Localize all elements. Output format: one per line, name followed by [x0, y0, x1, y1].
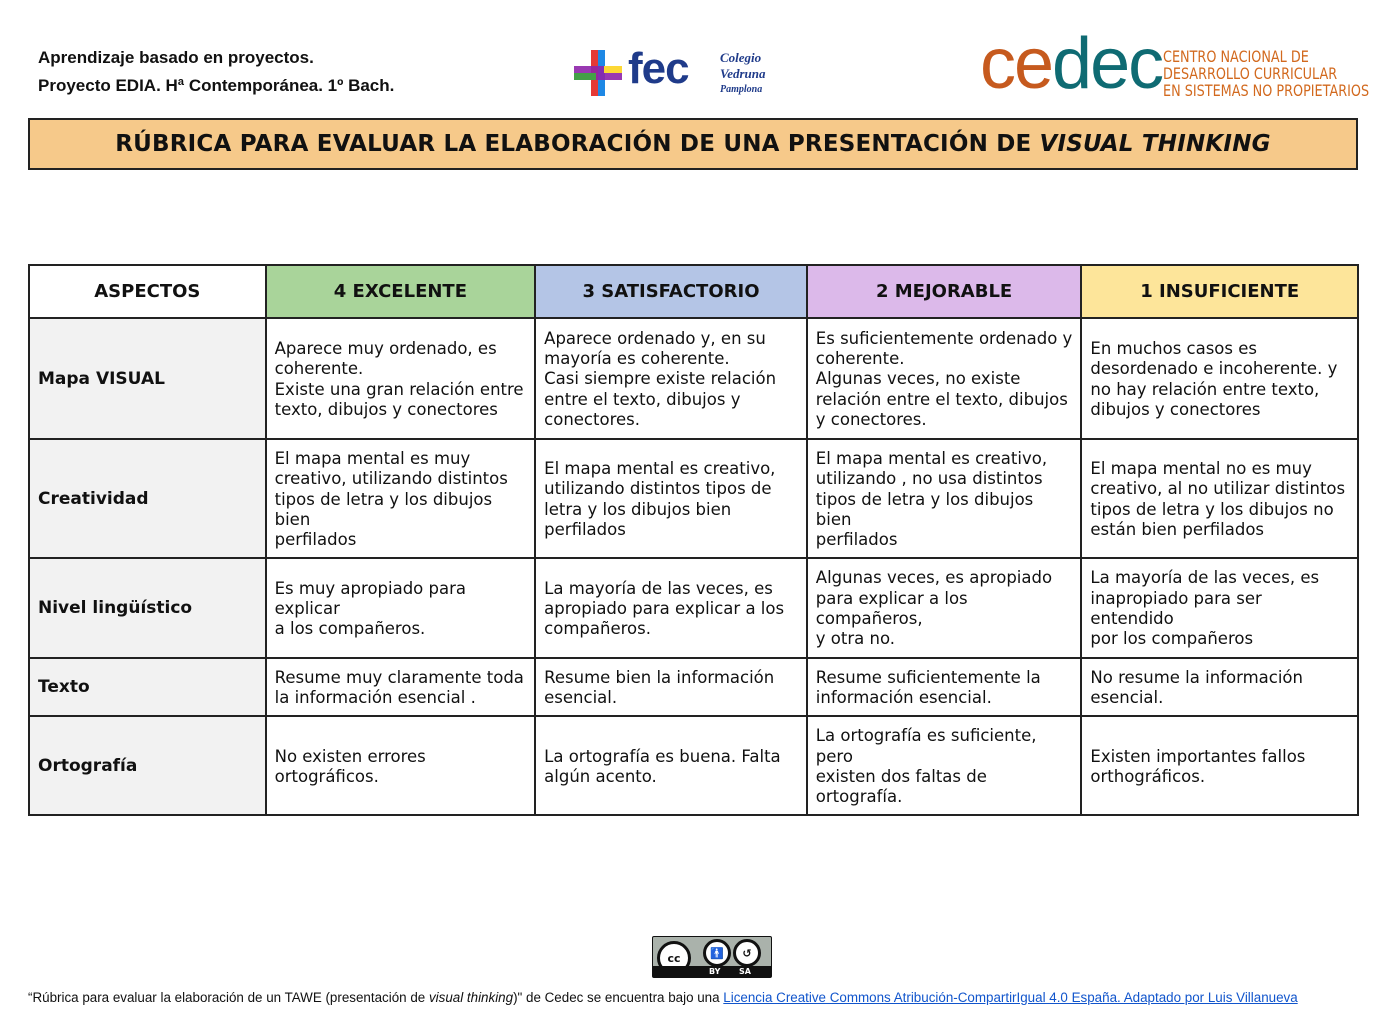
level-1-cell: La mayoría de las veces, es inapropiado para ser entendido por los compañeros: [1081, 558, 1358, 657]
footer-middle: )" de Cedec se encuentra bajo una: [513, 990, 724, 1005]
header-text: [38, 44, 394, 100]
level-1-cell: No resume la información esencial.: [1081, 658, 1358, 717]
cedec-tag-1: CENTRO NACIONAL DE: [1163, 47, 1309, 66]
fec-vedruna-logo: [574, 44, 774, 100]
level-2-cell: Resume suficientemente la información esencial.: [807, 658, 1082, 717]
header-level-1: 1 INSUFICIENTE: [1081, 265, 1358, 318]
title-italic: VISUAL THINKING: [1039, 131, 1271, 157]
cedec-logo: [980, 24, 1370, 104]
aspect-cell: Nivel lingüístico: [29, 558, 266, 657]
level-3-cell: Resume bien la información esencial.: [535, 658, 807, 717]
level-1-cell: Existen importantes fallos orthográficos.: [1081, 716, 1358, 815]
level-4-cell: El mapa mental es muy creativo, utilizando distintos tipos de letra y los dibujos bien perfilados: [266, 439, 536, 558]
footer-italic: visual thinking: [428, 990, 514, 1005]
share-alike-icon: ↺: [733, 939, 761, 967]
header-level-3: 3 SATISFACTORIO: [535, 265, 807, 318]
level-3-cell: La ortografía es buena. Falta algún acento.: [535, 716, 807, 815]
level-2-cell: Es suficientemente ordenado y coherente. Algunas veces, no existe relación entre el texto, dibujos y conectores.: [807, 318, 1082, 439]
aspect-cell: Mapa VISUAL: [29, 318, 266, 439]
cedec-part-2: dec: [1052, 24, 1163, 104]
fec-sub-1: Colegio: [720, 50, 762, 65]
level-1-cell: En muchos casos es desordenado e incoherente. y no hay relación entre texto, dibujos y conectores: [1081, 318, 1358, 439]
sa-label: SA: [739, 967, 751, 976]
fec-cross-icon: [574, 50, 622, 96]
by-label: BY: [709, 967, 721, 976]
level-3-cell: La mayoría de las veces, es apropiado para explicar a los compañeros.: [535, 558, 807, 657]
aspect-cell: Creatividad: [29, 439, 266, 558]
fec-wordmark: fec: [628, 44, 689, 93]
title-main: RÚBRICA PARA EVALUAR LA ELABORACIÓN DE UNA PRESENTACIÓN DE: [115, 131, 1032, 157]
level-2-cell: El mapa mental es creativo, utilizando , no usa distintos tipos de letra y los dibujos bien perfilados: [807, 439, 1082, 558]
aspect-cell: Texto: [29, 658, 266, 717]
license-footer: [28, 990, 1378, 1005]
cc-icon: cc: [657, 941, 691, 975]
cedec-tagline: [1163, 48, 1369, 99]
level-3-cell: El mapa mental es creativo, utilizando distintos tipos de letra y los dibujos bien perfilados: [535, 439, 807, 558]
table-row: [29, 558, 1358, 657]
cedec-wordmark: [980, 24, 1162, 104]
table-row: [29, 658, 1358, 717]
level-4-cell: Aparece muy ordenado, es coherente. Existe una gran relación entre texto, dibujos y conectores: [266, 318, 536, 439]
header-row: [29, 265, 1358, 318]
rubric-title-banner: [28, 118, 1358, 170]
fec-sub-2: Vedruna: [720, 66, 766, 81]
level-3-cell: Aparece ordenado y, en su mayoría es coherente. Casi siempre existe relación entre el texto, dibujos y conectores.: [535, 318, 807, 439]
level-4-cell: Resume muy claramente toda la información esencial .: [266, 658, 536, 717]
license-link[interactable]: Licencia Creative Commons Atribución-CompartirIgual 4.0 España. Adaptado por Luis Villanueva: [723, 990, 1298, 1005]
aspect-cell: Ortografía: [29, 716, 266, 815]
level-2-cell: Algunas veces, es apropiado para explicar a los compañeros, y otra no.: [807, 558, 1082, 657]
fec-subtitle: [720, 50, 766, 98]
level-2-cell: La ortografía es suficiente, pero existen dos faltas de ortografía.: [807, 716, 1082, 815]
level-1-cell: El mapa mental no es muy creativo, al no utilizar distintos tipos de letra y los dibujos no están bien perfilados: [1081, 439, 1358, 558]
creative-commons-by-sa-icon[interactable]: [652, 936, 772, 978]
header-level-4: 4 EXCELENTE: [266, 265, 536, 318]
header-line-2: Proyecto EDIA. Hª Contemporánea. 1º Bach.: [38, 76, 395, 95]
rubric-table: [28, 264, 1359, 816]
level-4-cell: Es muy apropiado para explicar a los compañeros.: [266, 558, 536, 657]
cedec-tag-3: EN SISTEMAS NO PROPIETARIOS: [1163, 81, 1370, 100]
table-row: [29, 439, 1358, 558]
cedec-part-1: ce: [980, 24, 1053, 104]
footer-prefix: “Rúbrica para evaluar la elaboración de un TAWE (presentación de: [28, 990, 429, 1005]
header-aspect: ASPECTOS: [29, 265, 266, 318]
header-level-2: 2 MEJORABLE: [807, 265, 1082, 318]
header-line-1: Aprendizaje basado en proyectos.: [38, 48, 314, 67]
cedec-tag-2: DESARROLLO CURRICULAR: [1163, 64, 1338, 83]
fec-sub-3: Pamplona: [720, 84, 763, 95]
attribution-icon: 🚹: [703, 939, 731, 967]
table-row: [29, 318, 1358, 439]
table-row: [29, 716, 1358, 815]
level-4-cell: No existen errores ortográficos.: [266, 716, 536, 815]
